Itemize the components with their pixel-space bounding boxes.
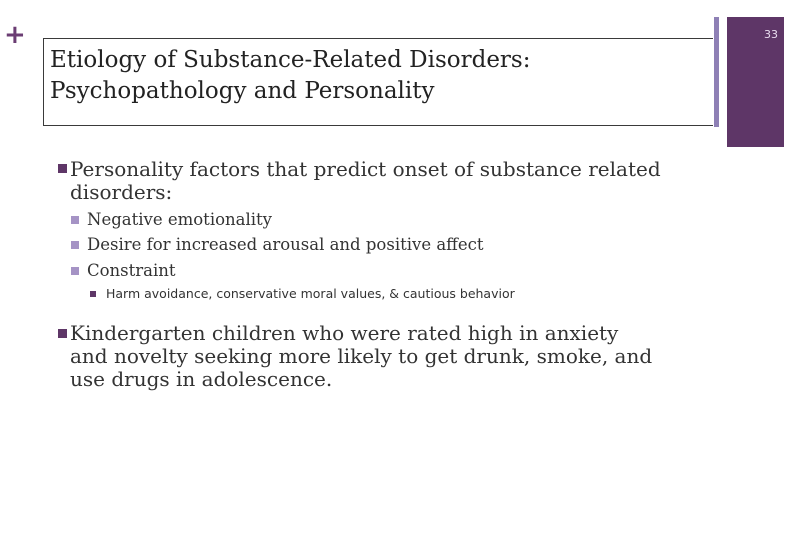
title-line-1: Etiology of Substance-Related Disorders:	[50, 47, 531, 73]
point-2-line-3: use drugs in adolescence.	[70, 367, 333, 391]
subpoint-2: Desire for increased arousal and positive affect	[87, 235, 484, 254]
point-2-line-2: and novelty seeking more likely to get drunk, smoke, and	[70, 344, 653, 368]
bullet-point-2	[70, 322, 720, 391]
bullet-icon	[71, 267, 79, 275]
plus-icon: +	[4, 20, 26, 50]
point-1-line-1: Personality factors that predict onset of substance related	[70, 157, 661, 181]
bullet-icon	[58, 329, 67, 338]
point-2-line-1: Kindergarten children who were rated high in anxiety	[70, 321, 619, 345]
point-1-line-2: disorders:	[70, 180, 173, 204]
bullet-icon	[90, 291, 96, 297]
slide-number: 33	[764, 28, 778, 41]
bullet-point-1	[70, 158, 720, 204]
bullet-icon	[71, 216, 79, 224]
bullet-icon	[58, 164, 67, 173]
title-line-2: Psychopathology and Personality	[50, 78, 435, 104]
slide-title	[50, 45, 530, 107]
bullet-icon	[71, 241, 79, 249]
subsubpoint: Harm avoidance, conservative moral values, & cautious behavior	[106, 286, 515, 301]
accent-bar-light	[714, 17, 719, 127]
subpoint-1: Negative emotionality	[87, 210, 272, 229]
subpoint-3: Constraint	[87, 261, 176, 280]
